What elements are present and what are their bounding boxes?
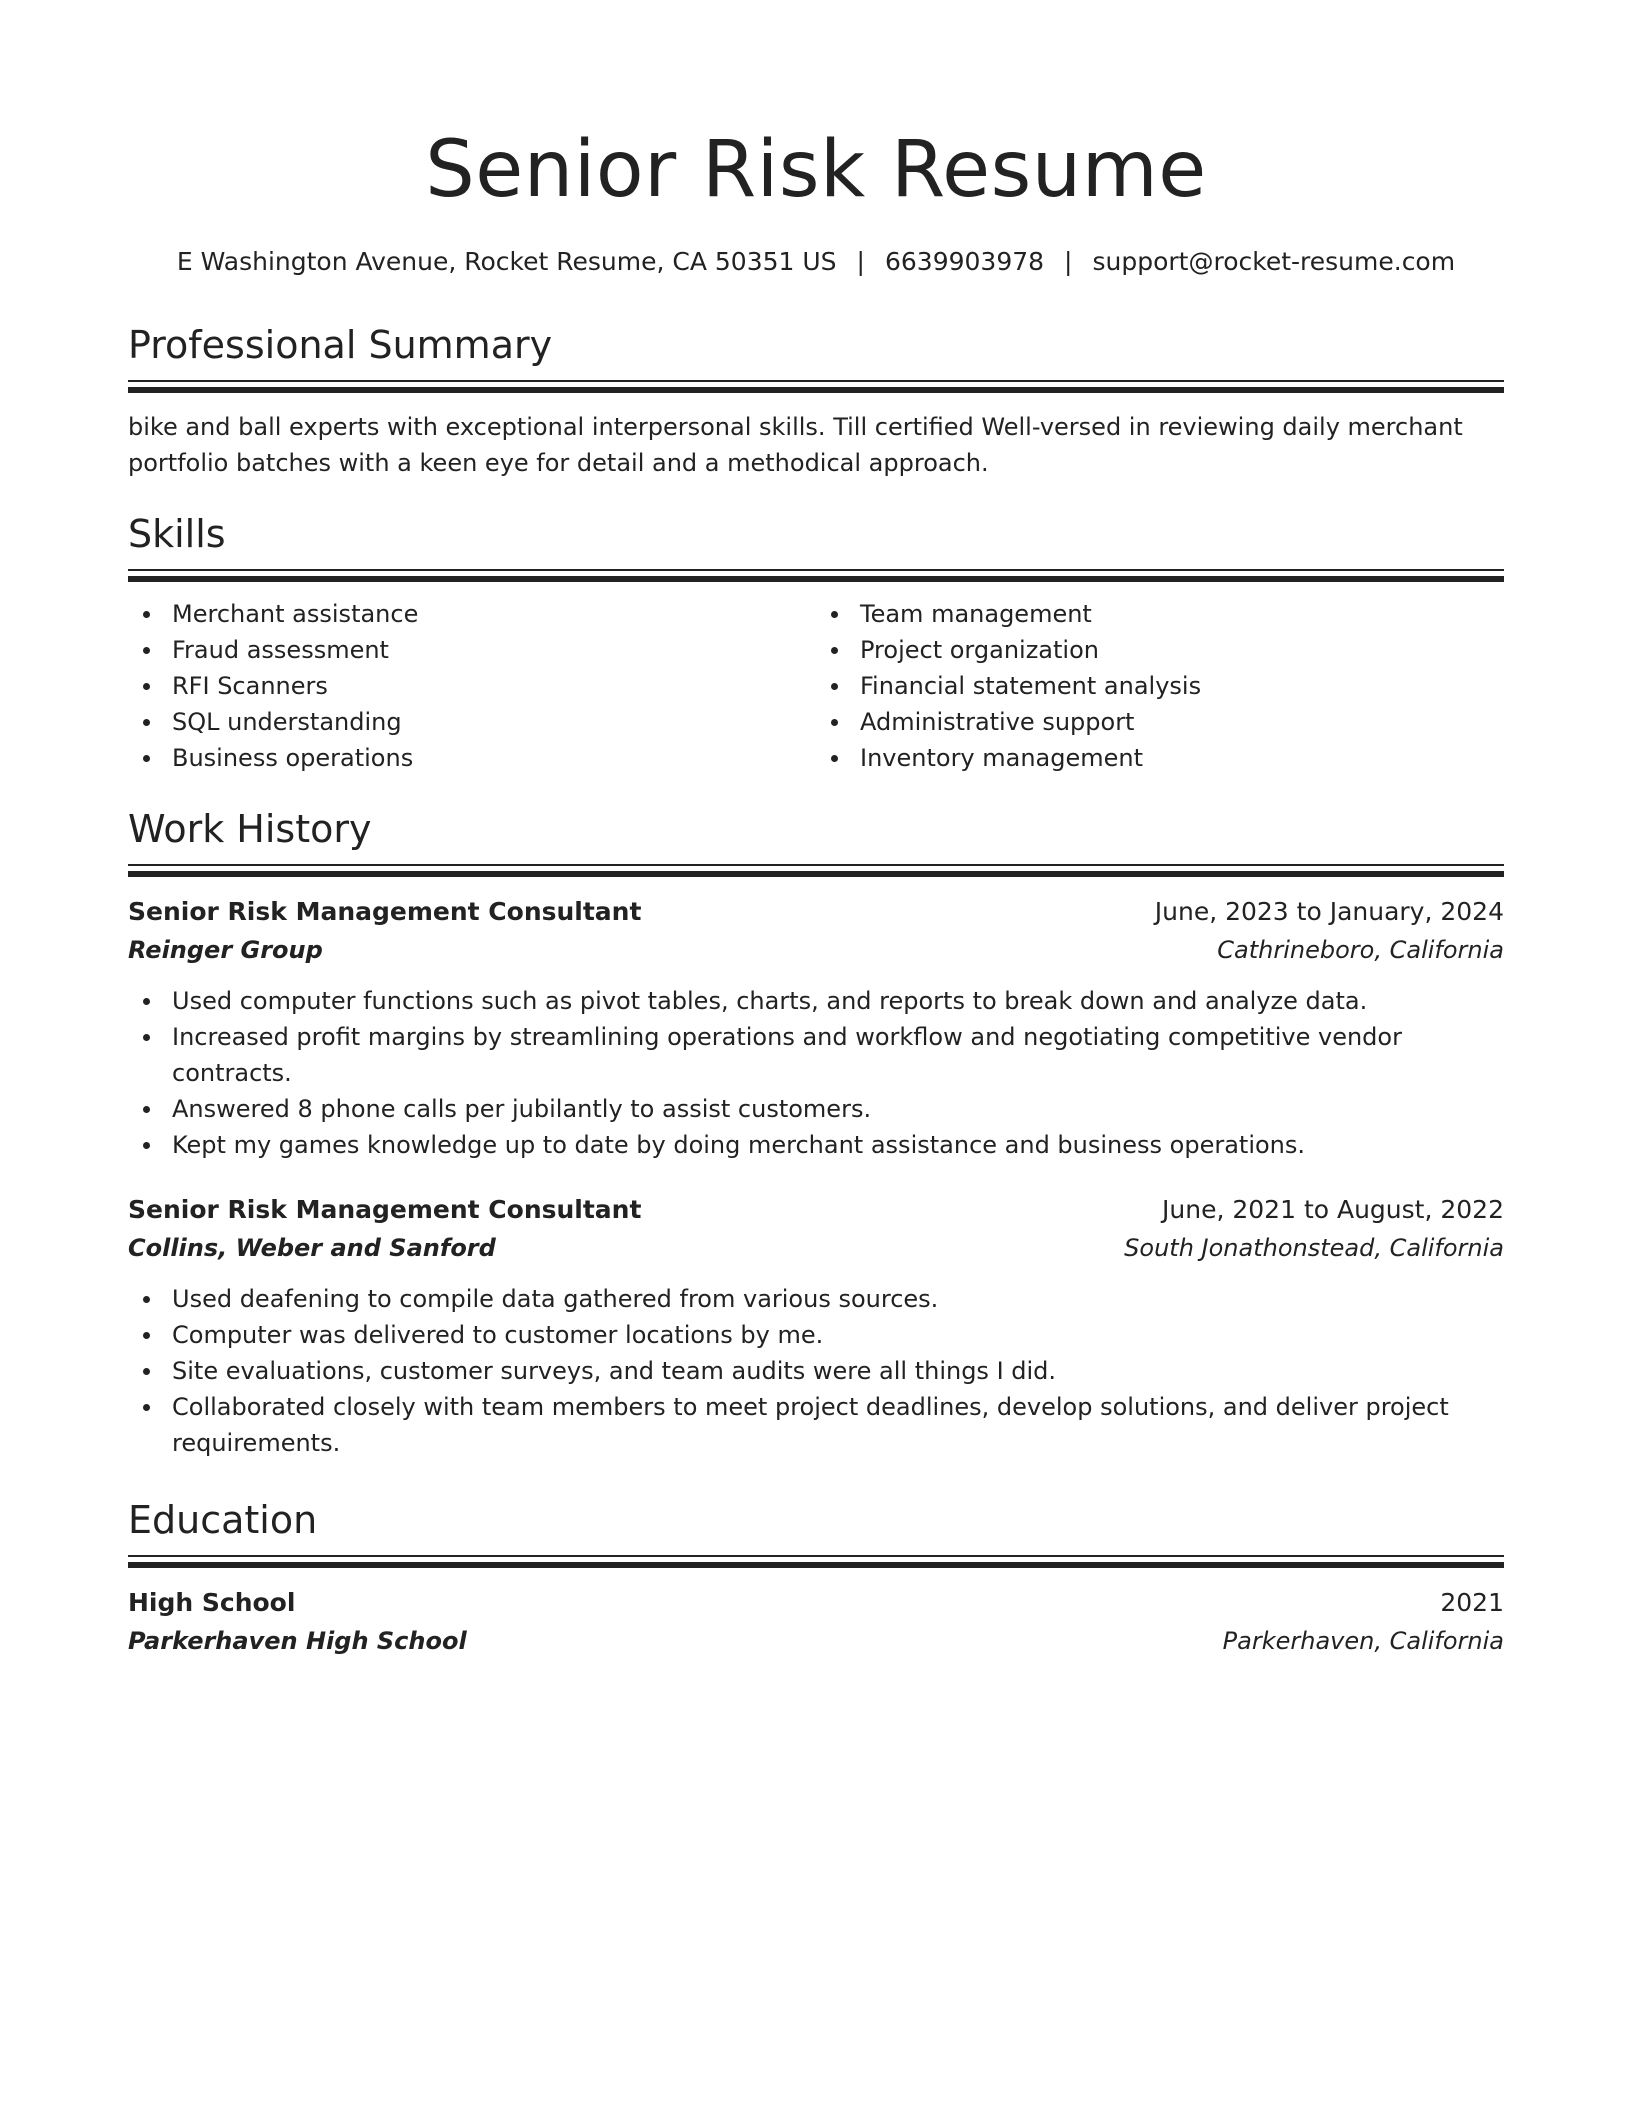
work-history-section [128, 804, 1504, 1461]
contact-email: support@rocket-resume.com [1092, 247, 1456, 276]
job-bullet: Increased profit margins by streamlining operations and workflow and negotiating competitive vendor contracts. [128, 1019, 1504, 1091]
job-bullet: Used deafening to compile data gathered from various sources. [128, 1281, 1504, 1317]
contact-separator: | [856, 247, 865, 276]
education-degree: High School [128, 1588, 296, 1617]
education-school-row [128, 1622, 1504, 1660]
education-location: Parkerhaven, California [1222, 1627, 1504, 1655]
section-title-summary: Professional Summary [128, 323, 553, 367]
job-company: Collins, Weber and Sanford [128, 1234, 496, 1262]
skill-item: Business operations [128, 740, 816, 776]
education-section [128, 1495, 1504, 1660]
section-title-work-history: Work History [128, 807, 372, 851]
job-bullet: Computer was delivered to customer locations by me. [128, 1317, 1504, 1353]
job-company: Reinger Group [128, 936, 323, 964]
skill-item: Project organization [816, 632, 1504, 668]
section-divider [128, 864, 1504, 877]
job-header-row [128, 893, 1504, 931]
section-divider [128, 380, 1504, 393]
job-title: Senior Risk Management Consultant [128, 1195, 642, 1224]
job-entry [128, 893, 1504, 1163]
contact-phone: 6639903978 [884, 247, 1045, 276]
section-title-education: Education [128, 1498, 318, 1542]
job-bullet: Site evaluations, customer surveys, and team audits were all things I did. [128, 1353, 1504, 1389]
job-entry [128, 1191, 1504, 1461]
skills-columns [128, 596, 1504, 776]
education-header-row [128, 1584, 1504, 1622]
skills-list-left [128, 596, 816, 776]
job-company-row [128, 1229, 1504, 1267]
job-bullets [128, 983, 1504, 1163]
summary-section [128, 320, 1504, 481]
job-dates: June, 2021 to August, 2022 [1162, 1195, 1504, 1224]
skill-item: Merchant assistance [128, 596, 816, 632]
job-bullet: Used computer functions such as pivot tables, charts, and reports to break down and analyze data. [128, 983, 1504, 1019]
job-dates: June, 2023 to January, 2024 [1154, 897, 1504, 926]
education-year: 2021 [1440, 1588, 1504, 1617]
job-location: South Jonathonstead, California [1124, 1234, 1504, 1262]
education-entry [128, 1584, 1504, 1660]
job-header-row [128, 1191, 1504, 1229]
skill-item: Team management [816, 596, 1504, 632]
job-bullets [128, 1281, 1504, 1461]
skill-item: Administrative support [816, 704, 1504, 740]
job-company-row [128, 931, 1504, 969]
job-bullet: Kept my games knowledge up to date by doing merchant assistance and business operations. [128, 1127, 1504, 1163]
skill-item: Inventory management [816, 740, 1504, 776]
job-location: Cathrineboro, California [1217, 936, 1504, 964]
resume-name: Senior Risk Resume [425, 125, 1207, 215]
skills-list-right [816, 596, 1504, 776]
skill-item: SQL understanding [128, 704, 816, 740]
section-divider [128, 1555, 1504, 1568]
section-title-skills: Skills [128, 512, 226, 556]
skill-item: RFI Scanners [128, 668, 816, 704]
skill-item: Fraud assessment [128, 632, 816, 668]
section-divider [128, 569, 1504, 582]
education-school: Parkerhaven High School [128, 1627, 467, 1655]
job-title: Senior Risk Management Consultant [128, 897, 642, 926]
contact-line [128, 244, 1504, 280]
summary-text: bike and ball experts with exceptional interpersonal skills. Till certified Well-versed in reviewing daily merchant portfolio batches with a keen eye for detail and a methodical approach. [128, 413, 1463, 477]
skills-section [128, 509, 1504, 776]
job-bullet: Collaborated closely with team members to meet project deadlines, develop solutions, and deliver project requirements. [128, 1389, 1504, 1461]
skill-item: Financial statement analysis [816, 668, 1504, 704]
contact-separator: | [1064, 247, 1073, 276]
contact-address: E Washington Avenue, Rocket Resume, CA 50351 US [176, 247, 837, 276]
job-bullet: Answered 8 phone calls per jubilantly to assist customers. [128, 1091, 1504, 1127]
